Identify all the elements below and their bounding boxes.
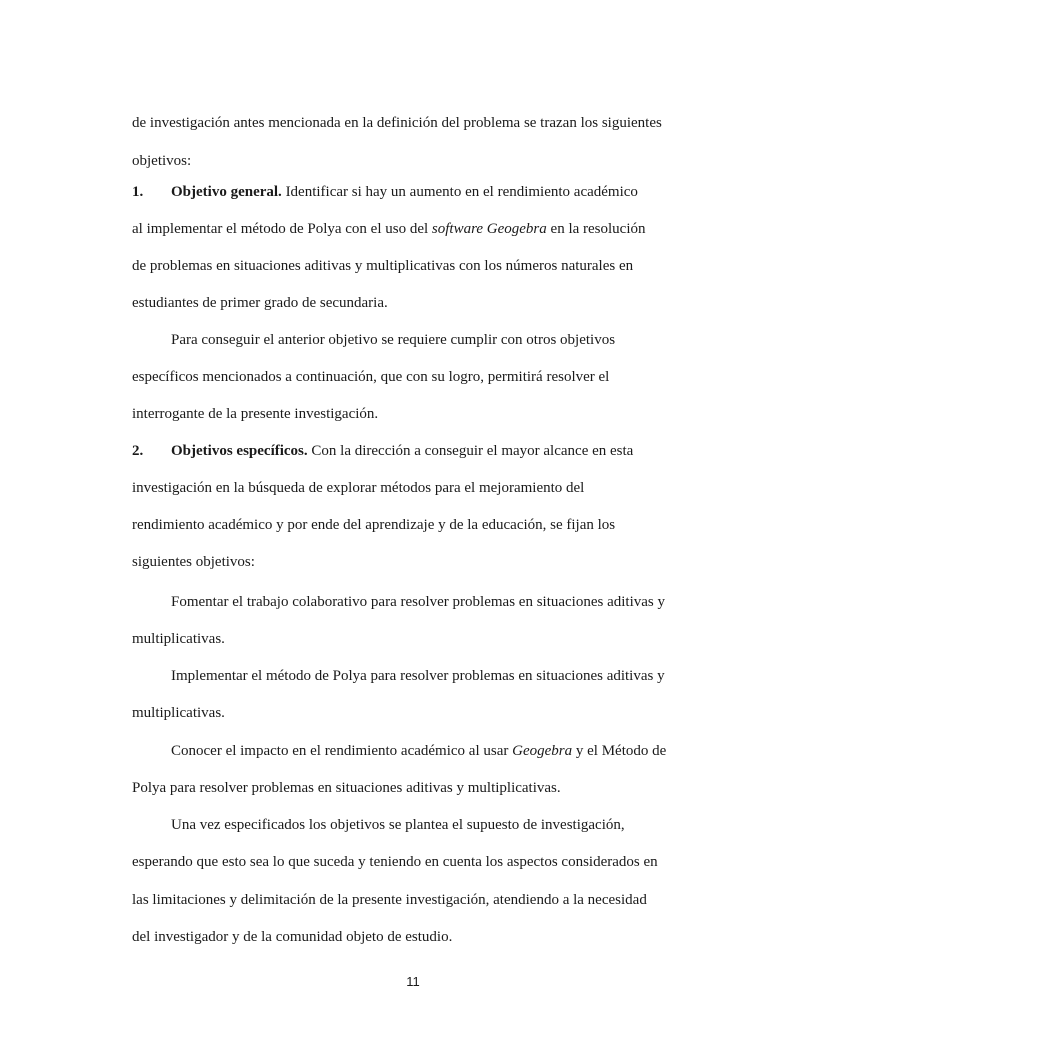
section-number: 2. bbox=[132, 443, 144, 459]
closing-line: las limitaciones y delimitación de la presente investigación, atendiendo a la necesidad bbox=[132, 892, 647, 908]
specific-objectives-heading: Objetivos específicos. bbox=[171, 443, 308, 459]
closing-line: del investigador y de la comunidad objeto de estudio. bbox=[132, 929, 453, 945]
objective-item-line: Fomentar el trabajo colaborativo para resolver problemas en situaciones aditivas y bbox=[171, 594, 665, 610]
closing-line: esperando que esto sea lo que suceda y teniendo en cuenta los aspectos considerados en bbox=[132, 854, 658, 870]
paragraph-line: interrogante de la presente investigación. bbox=[132, 406, 379, 422]
specific-objectives-line: rendimiento académico y por ende del aprendizaje y de la educación, se fijan los bbox=[132, 517, 616, 533]
page-number: 11 bbox=[406, 974, 420, 989]
specific-objectives-line: siguientes objetivos: bbox=[132, 554, 255, 570]
paragraph-line: Para conseguir el anterior objetivo se requiere cumplir con otros objetivos bbox=[171, 332, 616, 348]
general-objective-line: estudiantes de primer grado de secundaria. bbox=[132, 295, 388, 311]
objective-item-line: Polya para resolver problemas en situaciones aditivas y multiplicativas. bbox=[132, 780, 561, 796]
objective-item-line: multiplicativas. bbox=[132, 631, 225, 647]
specific-objectives-line: Objetivos específicos. Con la dirección a conseguir el mayor alcance en esta bbox=[171, 443, 634, 459]
general-objective-line: al implementar el método de Polya con el uso del software Geogebra en la resolución bbox=[132, 221, 646, 237]
objective-item-line: Implementar el método de Polya para resolver problemas en situaciones aditivas y bbox=[171, 668, 665, 684]
general-objective-line: de problemas en situaciones aditivas y multiplicativas con los números naturales en bbox=[132, 258, 634, 274]
section-number: 1. bbox=[132, 184, 144, 200]
objective-item-line: multiplicativas. bbox=[132, 705, 225, 721]
intro-line: objetivos: bbox=[132, 153, 192, 169]
closing-line: Una vez especificados los objetivos se plantea el supuesto de investigación, bbox=[171, 817, 625, 833]
intro-line: de investigación antes mencionada en la definición del problema se trazan los siguientes bbox=[132, 115, 662, 131]
objective-item-line: Conocer el impacto en el rendimiento académico al usar Geogebra y el Método de bbox=[171, 743, 667, 759]
general-objective-heading: Objetivo general. bbox=[171, 184, 282, 200]
general-objective-line: Objetivo general. Identificar si hay un aumento en el rendimiento académico bbox=[171, 184, 638, 200]
specific-objectives-line: investigación en la búsqueda de explorar métodos para el mejoramiento del bbox=[132, 480, 585, 496]
paragraph-line: específicos mencionados a continuación, que con su logro, permitirá resolver el bbox=[132, 369, 610, 385]
